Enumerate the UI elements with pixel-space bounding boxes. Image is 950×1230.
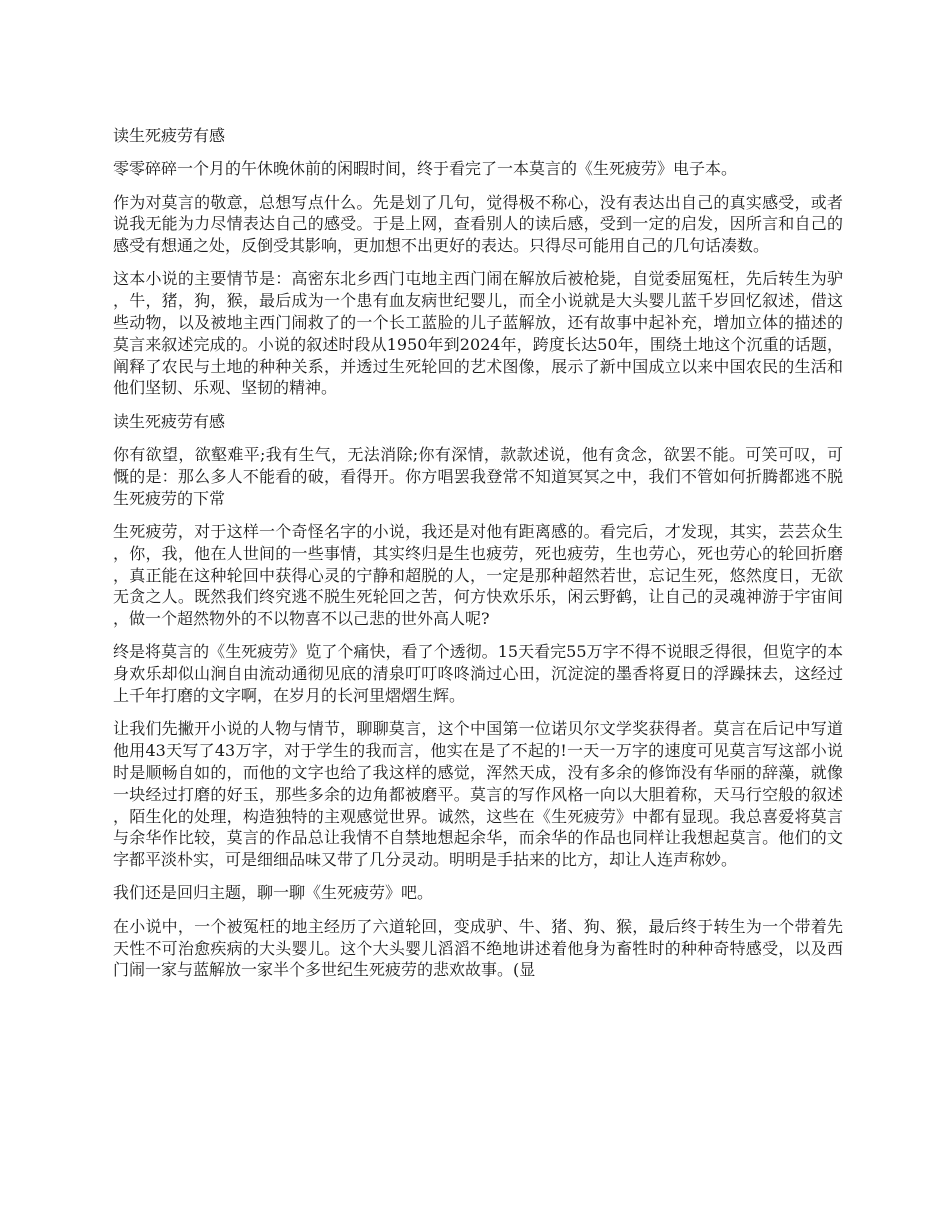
paragraph: 你有欲望，欲壑难平;我有生气，无法消除;你有深情，款款述说，他有贪念，欲罢不能。可笑可叹，可慨的是：那么多人不能看的破，看得开。你方唱罢我登常不知道冥冥之中，我们不管如何折腾都逃不脱生死疲劳的下常 bbox=[113, 445, 843, 508]
paragraph: 生死疲劳，对于这样一个奇怪名字的小说，我还是对他有距离感的。看完后，才发现，其实，芸芸众生，你，我，他在人世间的一些事情，其实终归是生也疲劳，死也疲劳，生也劳心，死也劳心的轮回折磨，真正能在这种轮回中获得心灵的宁静和超脱的人，一定是那种超然若世，忘记生死，悠然度日，无欲无贪之人。既然我们终究逃不脱生死轮回之苦，何方快欢乐乐，闲云野鹤，让自己的灵魂神游于宇宙间，做一个超然物外的不以物喜不以己悲的世外高人呢? bbox=[113, 521, 843, 629]
paragraph: 我们还是回归主题，聊一聊《生死疲劳》吧。 bbox=[113, 883, 434, 903]
paragraph: 在小说中，一个被冤枉的地主经历了六道轮回，变成驴、牛、猪、狗、猴，最后终于转生为一个带着先天性不可治愈疾病的大头婴儿。这个大头婴儿滔滔不绝地讲述着他身为畜牲时的种种奇特感受，以及西门闹一家与蓝解放一家半个多世纪生死疲劳的悲欢故事。(显 bbox=[113, 916, 843, 980]
document-title: 读生死疲劳有感 bbox=[113, 126, 226, 145]
paragraph: 让我们先撇开小说的人物与情节，聊聊莫言，这个中国第一位诺贝尔文学奖获得者。莫言在后记中写道他用43天写了43万字，对于学生的我而言，他实在是了不起的!一天一万字的速度可见莫言写这部小说时是顺畅自如的，而他的文字也给了我这样的感觉，浑然天成，没有多余的修饰没有华丽的辞藻，就像一块经过打磨的好玉，那些多余的边角都被磨平。莫言的写作风格一向以大胆着称，天马行空般的叙述，陌生化的处理，构造独特的主观感觉世界。诚然，这些在《生死疲劳》中都有显现。我总喜爱将莫言与余华作比较，莫言的作品总让我情不自禁地想起余华，而余华的作品也同样让我想起莫言。他们的文字都平淡朴实，可是细细品味又带了几分灵动。明明是手拈来的比方，却让人连声称妙。 bbox=[113, 719, 843, 870]
paragraph: 终是将莫言的《生死疲劳》览了个痛快，看了个透彻。15天看完55万字不得不说眼乏得很，但览字的本身欢乐却似山涧自由流动通彻见底的清泉叮叮咚咚淌过心田，沉淀淀的墨香将夏日的浮躁抹去，这经过上千年打磨的文字啊，在岁月的长河里熠熠生辉。 bbox=[113, 642, 843, 706]
document-body bbox=[113, 125, 843, 993]
section-heading: 读生死疲劳有感 bbox=[113, 411, 226, 431]
paragraph: 作为对莫言的敬意，总想写点什么。先是划了几句，觉得极不称心，没有表达出自己的真实感受，或者说我无能为力尽情表达自己的感受。于是上网，查看别人的读后感，受到一定的启发，因所言和自己的感受有想通之处，反倒受其影响，更加想不出更好的表达。只得尽可能用自己的几句话凑数。 bbox=[113, 192, 843, 256]
paragraph: 零零碎碎一个月的午休晚休前的闲暇时间，终于看完了一本莫言的《生死疲劳》电子本。 bbox=[113, 159, 738, 179]
paragraph: 这本小说的主要情节是：高密东北乡西门屯地主西门闹在解放后被枪毙，自觉委屈冤枉，先后转生为驴，牛，猪，狗，猴，最后成为一个患有血友病世纪婴儿，而全小说就是大头婴儿蓝千岁回忆叙述，借这些动物，以及被地主西门闹救了的一个长工蓝脸的儿子蓝解放，还有故事中起补充，增加立体的描述的莫言来叙述完成的。小说的叙述时段从1950年到2024年，跨度长达50年，围绕土地这个沉重的话题，阐释了农民与土地的种种关系，并透过生死轮回的艺术图像，展示了新中国成立以来中国农民的生活和他们坚韧、乐观、坚韧的精神。 bbox=[113, 269, 843, 398]
